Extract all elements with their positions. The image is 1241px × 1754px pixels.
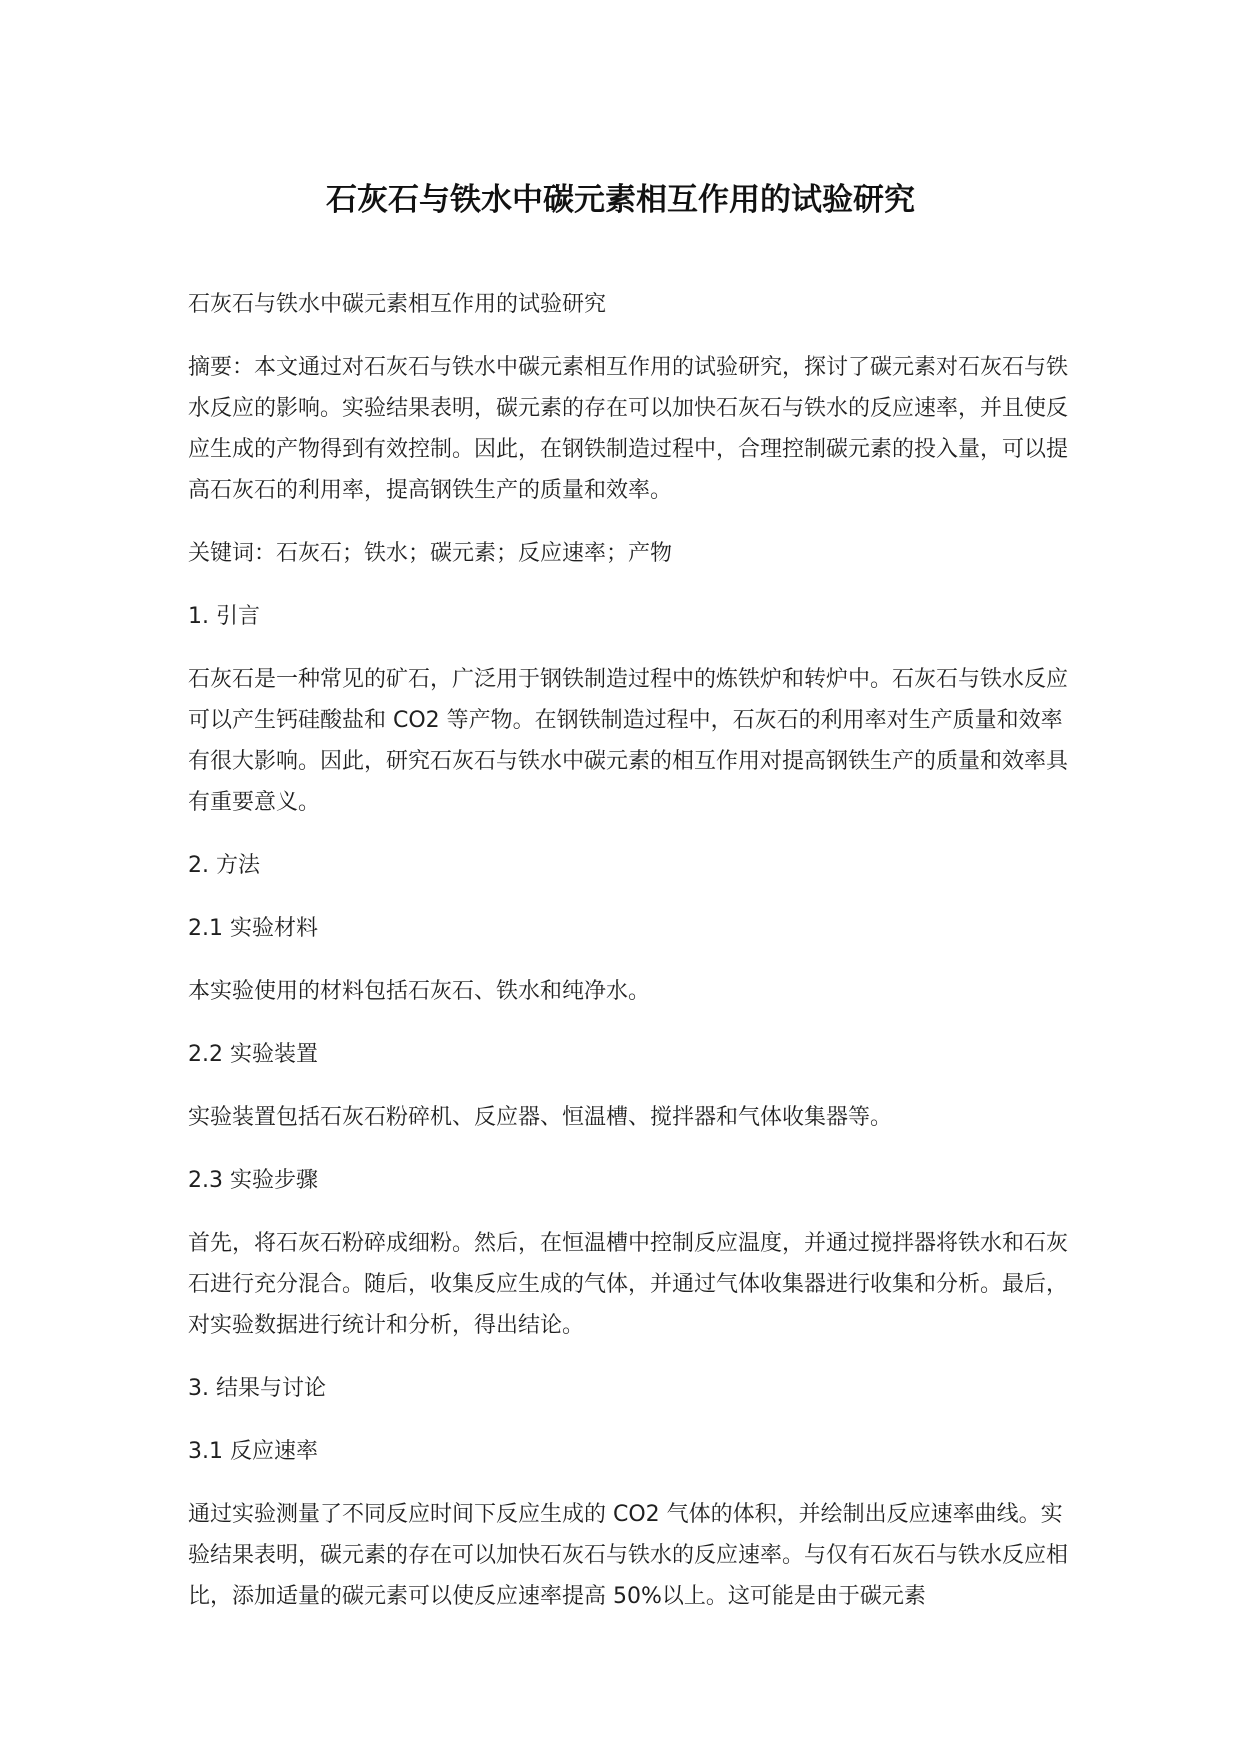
- keywords-paragraph: 关键词：石灰石；铁水；碳元素；反应速率；产物: [188, 541, 673, 566]
- document-body: [188, 284, 1068, 1639]
- reaction-rate-paragraph: 通过实验测量了不同反应时间下反应生成的 CO2 气体的体积，并绘制出反应速率曲线。实验结果表明，碳元素的存在可以加快石灰石与铁水的反应速率。与仅有石灰石与铁水反应相比，添加适量的碳元素可以使反应速率提高 50%以上。这可能是由于碳元素: [188, 1502, 1069, 1609]
- subsection-heading-materials: 2.1 实验材料: [188, 916, 318, 941]
- abstract-paragraph: 摘要：本文通过对石灰石与铁水中碳元素相互作用的试验研究，探讨了碳元素对石灰石与铁水反应的影响。实验结果表明，碳元素的存在可以加快石灰石与铁水的反应速率，并且使反应生成的产物得到有效控制。因此，在钢铁制造过程中，合理控制碳元素的投入量，可以提高石灰石的利用率，提高钢铁生产的质量和效率。: [188, 355, 1069, 503]
- apparatus-paragraph: 实验装置包括石灰石粉碎机、反应器、恒温槽、搅拌器和气体收集器等。: [188, 1105, 893, 1130]
- section-heading-introduction: 1. 引言: [188, 604, 260, 629]
- subsection-heading-steps: 2.3 实验步骤: [188, 1168, 318, 1193]
- materials-paragraph: 本实验使用的材料包括石灰石、铁水和纯净水。: [188, 979, 651, 1004]
- introduction-paragraph: 石灰石是一种常见的矿石，广泛用于钢铁制造过程中的炼铁炉和转炉中。石灰石与铁水反应可以产生钙硅酸盐和 CO2 等产物。在钢铁制造过程中，石灰石的利用率对生产质量和效率有很大影响。因此，研究石灰石与铁水中碳元素的相互作用对提高钢铁生产的质量和效率具有重要意义。: [188, 667, 1069, 815]
- steps-paragraph: 首先，将石灰石粉碎成细粉。然后，在恒温槽中控制反应温度，并通过搅拌器将铁水和石灰石进行充分混合。随后，收集反应生成的气体，并通过气体收集器进行收集和分析。最后，对实验数据进行统计和分析，得出结论。: [188, 1231, 1069, 1338]
- document-title: 石灰石与铁水中碳元素相互作用的试验研究: [326, 182, 915, 218]
- section-heading-method: 2. 方法: [188, 853, 260, 878]
- subtitle: 石灰石与铁水中碳元素相互作用的试验研究: [188, 292, 607, 317]
- section-heading-results: 3. 结果与讨论: [188, 1376, 326, 1401]
- subsection-heading-reaction-rate: 3.1 反应速率: [188, 1439, 318, 1464]
- subsection-heading-apparatus: 2.2 实验装置: [188, 1042, 318, 1067]
